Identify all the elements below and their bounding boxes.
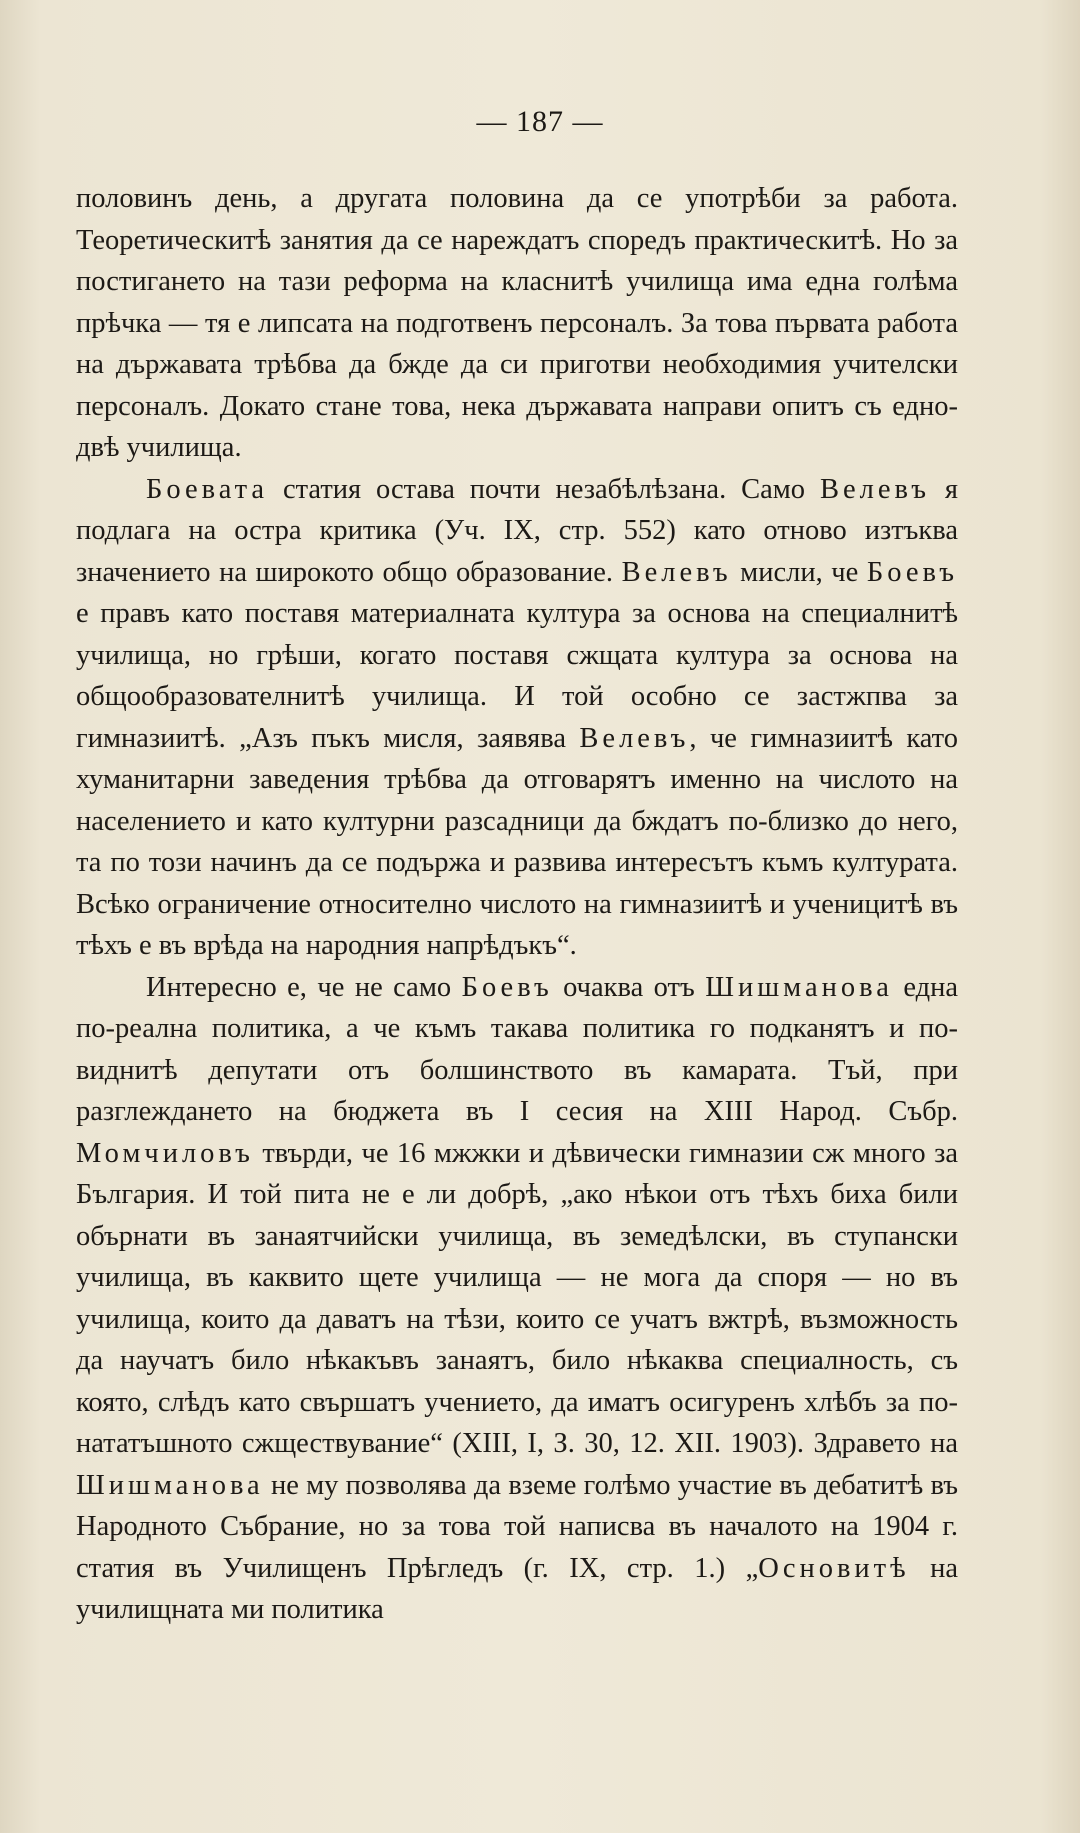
text-run: мисли, че [731, 556, 867, 588]
text-run: половинъ день, а другата половина да се употрѣби за работа. Теоретическитѣ занятия да се нареждатъ споредъ практическитѣ. Но за постигането на тази реформа на класнитѣ училища има една голѣма прѣчка — тя е липсата на подготвенъ персоналъ. За това първата работа на държавата трѣбва да бжде да си приготви необходимия учителски персоналъ. Докато стане това, нека държавата направи опитъ съ едно-двѣ училища. [76, 183, 958, 463]
text-run: на училищната ми политика [76, 1552, 958, 1625]
text-run: очаква отъ [552, 971, 706, 1003]
spaced-name: Основитѣ [758, 1552, 910, 1584]
text-run: Интересно е, че не само [146, 971, 462, 1003]
page-number: — 187 — [476, 105, 604, 138]
text-run: не му позволява да вземе голѣмо участие въ дебатитѣ въ Народното Събрание, но за това той написва въ началото на 1904 г. статия въ Училищенъ Прѣгледъ (г. IX, стр. 1.) „ [76, 1469, 958, 1584]
spaced-name: Велевъ [819, 473, 930, 505]
spaced-name: Боевата [146, 473, 269, 505]
spaced-name: Боевъ [866, 556, 958, 588]
spaced-name: Боевъ [461, 971, 553, 1003]
text-run: , че гимназиитѣ като хуманитарни заведения трѣбва да отговарятъ именно на числото на населението и като културни разсадници да бждатъ по-близко до него, та по този начинъ да се подържа и развива интересътъ къмъ културата. Всѣко ограничение относително числото на гимназиитѣ и ученицитѣ въ тѣхъ е въ врѣда на народния напрѣдъкъ“. [76, 722, 958, 961]
spaced-name: Момчиловъ [76, 1137, 254, 1169]
spaced-name: Шишманова [705, 971, 893, 1003]
spaced-name: Велевъ [621, 556, 732, 588]
text-run: една по-реална политика, а че къмъ такава политика го подканятъ и по-виднитѣ депутати отъ болшинството въ камарата. Тъй, при разглеждането на бюджета въ I сесия на XIII Народ. Събр. [76, 971, 959, 1127]
paragraph-shishmanov [76, 967, 958, 1631]
text-run: я подлага на остра критика (Уч. IX, стр. 552) като отново изтъква значението на широкото общо образование. [76, 473, 958, 588]
spaced-name: Шишманова [76, 1469, 264, 1501]
paragraph-boev-article [76, 469, 958, 967]
paragraph-continuation [76, 178, 958, 469]
body-text [76, 178, 958, 1631]
spaced-name: Велевъ [579, 722, 690, 754]
text-run: твърди, че 16 мжжки и дѣвически гимназии сж много за България. И той пита не е ли добрѣ, „ако нѣкои отъ тѣхъ биха били обърнати въ занаятчийски училища, въ земедѣлски, въ ступански училища, въ каквито щете училища — не мога да споря — но въ училища, които да даватъ на тѣзи, които се учатъ вжтрѣ, възможность да научатъ било нѣкакъвъ занаятъ, било нѣкаква специалность, съ която, слѣдъ като свършатъ учението, да иматъ осигуренъ хлѣбъ за по-нататъшното сжществувание“ (XIII, I, З. 30, 12. XII. 1903). Здравето на [76, 1137, 958, 1459]
text-run: статия остава почти незабѣлѣзана. Само [268, 473, 820, 505]
text-run: е правъ като поставя материалната култура за основа на специалнитѣ училища, но грѣши, когато поставя сжщата култура за основа на общообразователнитѣ училища. И той особно се застжпва за гимназиитѣ. „Азъ пъкъ мисля, заявява [76, 598, 958, 754]
